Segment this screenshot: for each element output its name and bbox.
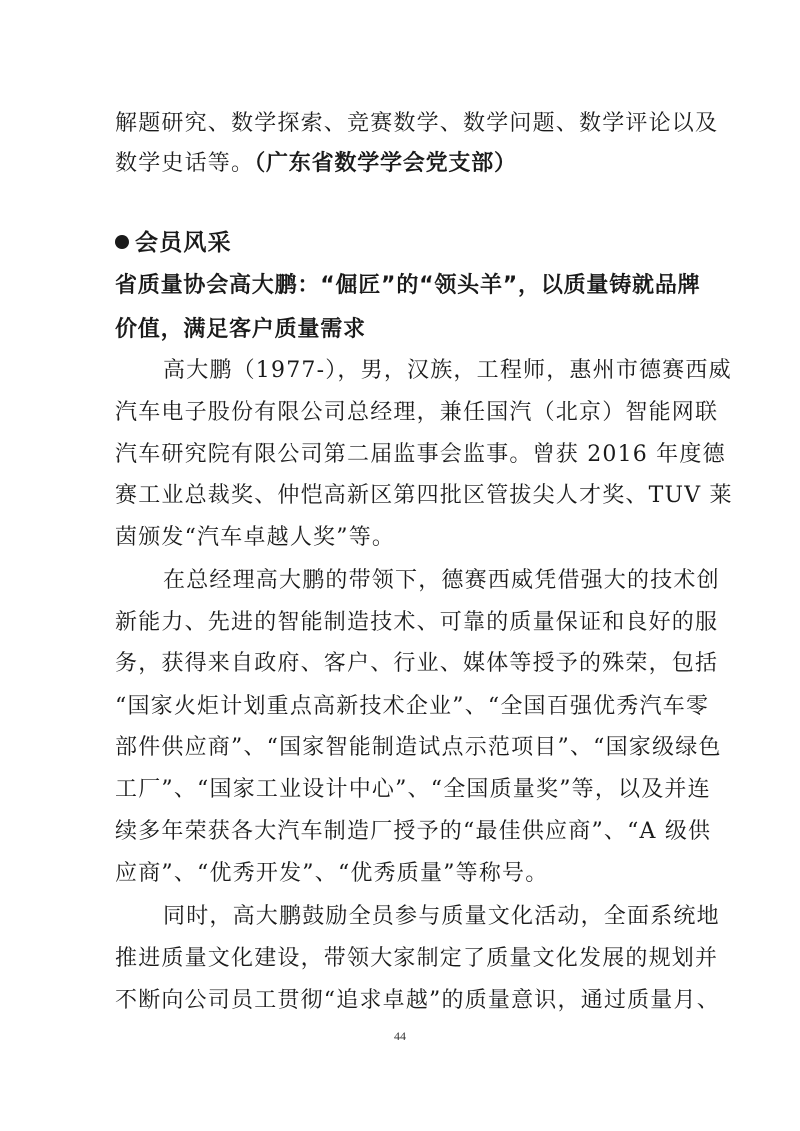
paragraph-3-line-1: 同时，高大鹏鼓励全员参与质量文化活动，全面系统地 <box>163 904 720 929</box>
paragraph-1-line-2: 汽车电子股份有限公司总经理，兼任国汽（北京）智能网联 <box>115 400 719 425</box>
paragraph-2-line-8: 应商”、“优秀开发”、“优秀质量”等称号。 <box>115 861 549 886</box>
section-heading <box>115 228 690 258</box>
paragraph-3-line-2: 推进质量文化建设，带领大家制定了质量文化发展的规划并 <box>115 946 719 971</box>
intro-source: （广东省数学学会党支部） <box>254 151 517 176</box>
page-number: 44 <box>394 1029 406 1043</box>
article-title-line-1: 省质量协会高大鹏：“倔匠”的“领头羊”，以质量铸就品牌 <box>115 273 701 298</box>
paragraph-2-line-2: 新能力、先进的智能制造技术、可靠的质量保证和良好的服 <box>115 610 719 635</box>
paragraph-2-line-1: 在总经理高大鹏的带领下，德赛西威凭借强大的技术创 <box>163 568 720 593</box>
paragraph-2-line-4: “国家火炬计划重点高新技术企业”、“全国百强优秀汽车零 <box>115 694 710 719</box>
paragraph-1-line-4: 赛工业总裁奖、仲恺高新区第四批区管拔尖人才奖、TUV 莱 <box>115 483 733 508</box>
intro-text: 数学史话等。 <box>115 151 255 176</box>
bullet-icon <box>115 235 129 249</box>
paragraph-3-line-3: 不断向公司员工贯彻“追求卓越”的质量意识，通过质量月、 <box>115 988 720 1013</box>
paragraph-2-line-7: 续多年荣获各大汽车制造厂授予的“最佳供应商”、“A 级供 <box>115 819 712 844</box>
section-title: 会员风采 <box>135 230 232 256</box>
paragraph-1-line-5: 茵颁发“汽车卓越人奖”等。 <box>115 525 396 550</box>
paragraph-1-line-3: 汽车研究院有限公司第二届监事会监事。曾获 2016 年度德 <box>115 442 726 467</box>
paragraph-2-line-5: 部件供应商”、“国家智能制造试点示范项目”、“国家级绿色 <box>115 735 722 760</box>
article-title-line-2: 价值，满足客户质量需求 <box>115 317 366 342</box>
paragraph-2-line-3: 务，获得来自政府、客户、行业、媒体等授予的殊荣，包括 <box>115 651 719 676</box>
intro-line-1: 解题研究、数学探索、竞赛数学、数学问题、数学评论以及 <box>115 111 719 136</box>
paragraph-1-line-1: 高大鹏（1977-），男，汉族，工程师，惠州市德赛西威 <box>163 358 732 383</box>
intro-line-2 <box>115 149 690 179</box>
paragraph-2-line-6: 工厂”、“国家工业设计中心”、“全国质量奖”等，以及并连 <box>115 777 711 802</box>
